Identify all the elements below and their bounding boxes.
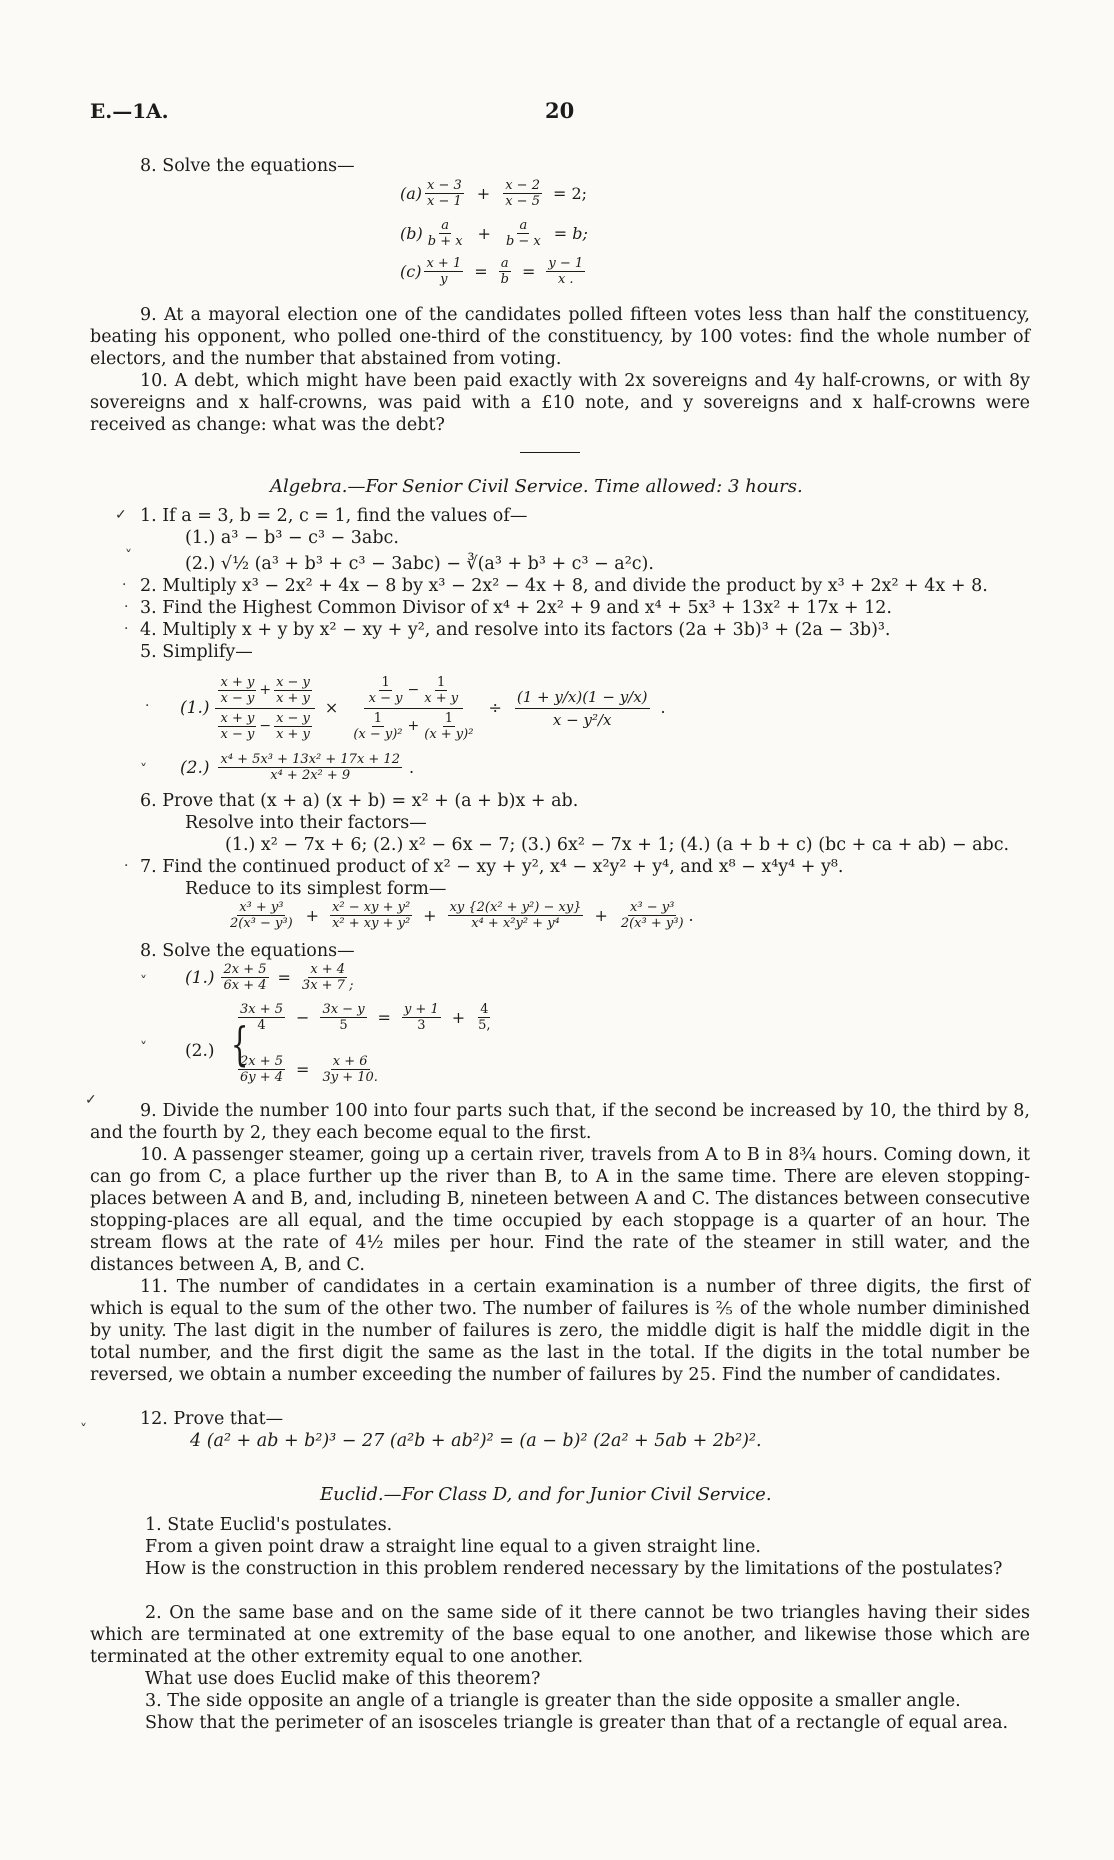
senior-q11: 11. The number of candidates in a certain examination is a number of three digits, the first of which is equal to the sum of the other two. The number of failures is ⅖ of the whole number diminished by unity. The last digit in the number of failures is zero, the middle digit is half the middle digit in the total number, and the first digit the same as the last in the total. If the digits in the total number be reversed, we obtain a number exceeding the number of failures by 25. Find the number of candidates.	[90, 1277, 1030, 1385]
check-mark: ·	[145, 698, 150, 714]
senior-q12: 12. Prove that—	[140, 1409, 284, 1429]
senior-q10: 10. A passenger steamer, going up a certain river, travels from A to B in 8¾ hours. Coming down, it can go from C, a place further up the river than B, to A in the same time. There are eleven stopping-places between A and B, and, including B, nineteen between A and C. The distances between consecutive stopping-places are all equal, and the time occupied by each stoppage is a quarter of an hour. The stream flows at the rate of 4½ miles per hour. Find the rate of the steamer in still water, and the distances between A, B, and C.	[90, 1145, 1030, 1275]
q7-expression: $\frac{\text{x³ + y³}}{\text{2(x³ − y³)}}$ + $\frac{\text{x² − xy + y²}}{\text{x² + xy + y²}}$ + $\frac{\text{xy \{2(x² + y²) − xy\}}}{\text{x⁴ + x²y² + y⁴}}$ + $\frac{\text{x³ − y³}}{\text{2(x³ + y³)}}$ .	[230, 900, 694, 931]
senior-q12-expression: 4 (a² + ab + b²)³ − 27 (a²b + ab²)² = (a − b)² (2a² + 5ab + 2b²)².	[190, 1431, 762, 1451]
check-mark: ·	[124, 858, 129, 874]
check-mark: ·	[124, 599, 129, 615]
check-mark: ✓	[115, 507, 127, 523]
q8-part2-label: (2.)	[185, 1041, 215, 1061]
euclid-q1: 1. State Euclid's postulates.	[145, 1515, 393, 1535]
q8-part2-eq-a: $\frac{3x + 5}{4}$ − $\frac{3x - y}{5}$ = $\frac{y + 1}{3}$ + $\frac{4}{5,}$	[240, 1002, 491, 1033]
senior-q8: 8. Solve the equations—	[140, 941, 355, 961]
senior-q4: 4. Multiply x + y by x² − xy + y², and resolve into its factors (2a + 3b)³ + (2a − 3b)³.	[140, 620, 891, 640]
senior-heading: Algebra.—For Senior Civil Service. Time allowed: 3 hours.	[270, 476, 803, 497]
euclid-q3: 3. The side opposite an angle of a triangle is greater than the side opposite a smaller angle.	[145, 1691, 961, 1711]
check-mark: ˅	[140, 1040, 147, 1056]
check-mark: ✓	[85, 1092, 97, 1108]
junior-q10: 10. A debt, which might have been paid exactly with 2x sovereigns and 4y half-crowns, or with 8y sovereigns and x half-crowns, was paid with a £10 note, and y sovereigns and x half-crowns were received as change: what was the debt?	[90, 371, 1030, 435]
section-divider	[520, 452, 580, 453]
check-mark: ˅	[125, 548, 132, 564]
senior-q6-resolve: Resolve into their factors—	[185, 813, 427, 833]
q8a-equation: (a) $\frac{x - 3}{x - 1}$ + $\frac{x - 2}{x - 5}$ = 2;	[400, 178, 588, 209]
junior-q9: 9. At a mayoral election one of the candidates polled fifteen votes less than half the constituency, beating his opponent, who polled one-third of the constituency, by 100 votes: find the whole number of electors, and the number that abstained from voting.	[90, 305, 1030, 369]
euclid-q1-b: From a given point draw a straight line equal to a given straight line.	[145, 1537, 761, 1557]
euclid-q2-b: What use does Euclid make of this theorem?	[145, 1669, 541, 1689]
page-number: 20	[545, 98, 575, 123]
check-mark: ˅	[140, 762, 147, 778]
q8-part1-equation: (1.) $\frac{2x + 5}{6x + 4}$ = $\frac{x + 4}{3x + 7 ;}$	[185, 962, 354, 993]
senior-q3: 3. Find the Highest Common Divisor of x⁴ + 2x² + 9 and x⁴ + 5x³ + 13x² + 17x + 12.	[140, 598, 892, 618]
senior-q1: 1. If a = 3, b = 2, c = 1, find the values of—	[140, 506, 528, 526]
check-mark: ˅	[140, 974, 147, 990]
q8-intro: 8. Solve the equations—	[140, 156, 355, 176]
euclid-q3-b: Show that the perimeter of an isosceles triangle is greater than that of a rectangle of equal area.	[145, 1713, 1009, 1733]
q8c-equation: (c) $\frac{x + 1}{y}$ = $\frac{a}{b}$ = $\frac{y - 1}{x .}$	[400, 256, 584, 287]
senior-q6: 6. Prove that (x + a) (x + b) = x² + (a + b)x + ab.	[140, 791, 579, 811]
euclid-q2: 2. On the same base and on the same side of it there cannot be two triangles having their sides which are terminated at one extremity of the base equal to one another, and likewise those which are terminated at the other extremity equal to one another.	[90, 1603, 1030, 1667]
check-mark: ˅	[80, 1422, 87, 1438]
senior-q2: 2. Multiply x³ − 2x² + 4x − 8 by x³ − 2x² − 4x + 8, and divide the product by x³ + 2x² + 4x + 8.	[140, 576, 988, 596]
senior-q7-reduce: Reduce to its simplest form—	[185, 879, 447, 899]
senior-q1-part2: (2.) √½ (a³ + b³ + c³ − 3abc) − ∛(a³ + b³ + c³ − a²c).	[185, 554, 654, 574]
senior-q7: 7. Find the continued product of x² − xy + y², x⁴ − x²y² + y⁴, and x⁸ − x⁴y⁴ + y⁸.	[140, 857, 844, 877]
senior-q1-part1: (1.) a³ − b³ − c³ − 3abc.	[185, 528, 399, 548]
q8b-equation: (b) $\frac{a}{b + x}$ + $\frac{a}{b - x}$ = b;	[400, 218, 588, 249]
check-mark: ·	[124, 621, 129, 637]
page-ref: E.—1A.	[90, 99, 169, 123]
senior-q6-parts: (1.) x² − 7x + 6; (2.) x² − 6x − 7; (3.) 6x² − 7x + 1; (4.) (a + b + c) (bc + ca + ab) − abc.	[225, 835, 1010, 855]
q5-part2-expression: (2.) $\frac{\text{x⁴ + 5x³ + 13x² + 17x + 12}}{\text{x⁴ + 2x² + 9}}$ .	[180, 752, 415, 783]
senior-q9: 9. Divide the number 100 into four parts such that, if the second be increased by 10, the third by 8, and the fourth by 2, they each become equal to the first.	[90, 1101, 1030, 1143]
q5-part1-expression: (1.) $\frac{x + y}{x - y}$ + $\frac{x - y}{x + y}$ $\frac{x + y}{x - y}$ − $\frac{x - y}{x + y}$ × $\frac{1}{x - y}$ − $\frac{1}{x + y}$ $\frac{1}{\text{(x − y)²}}$ + $\frac{1}{\text{(x + y)²}}$ ÷ $\frac{(1 + y/x)(1 - y/x)}{\text{x − y²/x}}$ .	[180, 674, 666, 742]
system-brace: {	[230, 1017, 249, 1071]
q8-part2-eq-b: $\frac{2x + 5}{6y + 4}$ = $\frac{x + 6}{3y + 10.}$	[240, 1054, 378, 1085]
euclid-heading: Euclid.—For Class D, and for Junior Civil Service.	[320, 1484, 772, 1505]
euclid-q1-c: How is the construction in this problem rendered necessary by the limitations of the postulates?	[145, 1559, 1003, 1579]
check-mark: ·	[122, 577, 127, 593]
senior-q5: 5. Simplify—	[140, 642, 253, 662]
